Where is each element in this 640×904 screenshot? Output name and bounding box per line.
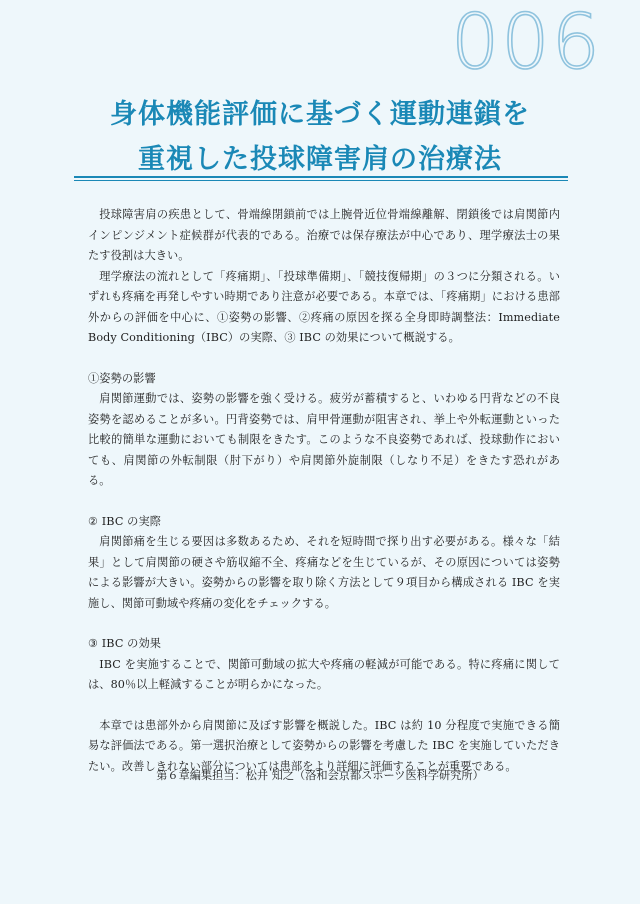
section-heading-posture: ①姿勢の影響: [88, 371, 156, 385]
section-body-posture: 肩関節運動では、姿勢の影響を強く受ける。疲労が蓄積すると、いわゆる円背などの不良姿勢を認めることが多い。円背姿勢では、肩甲骨運動が阻害され、挙上や外転運動といった比較的簡単な運動においても制限をきたす。このような不良姿勢であれば、投球動作においても、肩関節の外転制限（肘下がり）や肩関節外旋制限（しなり不足）をきたす恐れがある。: [88, 392, 560, 487]
section-body-ibc-effect: IBC を実施することで、関節可動域の拡大や疼痛の軽減が可能である。特に疼痛に関しては、80％以上軽減することが明らかになった。: [88, 657, 560, 691]
section-heading-ibc-practice: ② IBC の実際: [88, 514, 162, 528]
title-line-1: 身体機能評価に基づく運動連鎖を: [110, 99, 530, 130]
title-divider: [74, 176, 568, 181]
conclusion-paragraph: 本章では患部外から肩関節に及ぼす影響を概説した。IBC は約 10 分程度で実施できる簡易な評価法である。第一選択治療として姿勢からの影響を考慮した IBC を実施していただきたい。改善しきれない部分については患部をより詳細に評価することが重要である。: [88, 718, 560, 773]
spacer: [88, 349, 560, 369]
title-line-2: 重視した投球障害肩の治療法: [138, 144, 502, 175]
spacer: [88, 492, 560, 512]
intro-paragraph-2: 理学療法の流れとして「疼痛期」、「投球準備期」、「競技復帰期」の３つに分類される。いずれも疼痛を再発しやすい時期であり注意が必要である。本章では、「疼痛期」における患部外からの評価を中心に、①姿勢の影響、②疼痛の原因を探る全身即時調整法：Immediate Body Conditioning（IBC）の実際、③ IBC の効果について概説する。: [88, 269, 560, 344]
chapter-number: 006: [450, 0, 602, 86]
editor-credit: 第６章編集担当：松井 知之（洛和会京都スポーツ医科学研究所）: [156, 769, 484, 782]
section-heading-ibc-effect: ③ IBC の効果: [88, 637, 162, 650]
spacer: [88, 614, 560, 634]
page-title: [0, 92, 640, 182]
intro-paragraph-1: 投球障害肩の疾患として、骨端線閉鎖前では上腕骨近位骨端線離解、閉鎖後では肩関節内インピンジメント症候群が代表的である。治療では保存療法が中心であり、理学療法士の果たす役割は大きい。: [88, 208, 560, 262]
spacer: [88, 696, 560, 716]
chapter-summary: [88, 205, 560, 777]
section-body-ibc-practice: 肩関節痛を生じる要因は多数あるため、それを短時間で探り出す必要がある。様々な「結果」として肩関節の硬さや筋収縮不全、疼痛などを生じているが、その原因については姿勢による影響が大きい。姿勢からの影響を取り除く方法として９項目から構成される IBC を実施し、関節可動域や疼痛の変化をチェックする。: [88, 535, 560, 610]
